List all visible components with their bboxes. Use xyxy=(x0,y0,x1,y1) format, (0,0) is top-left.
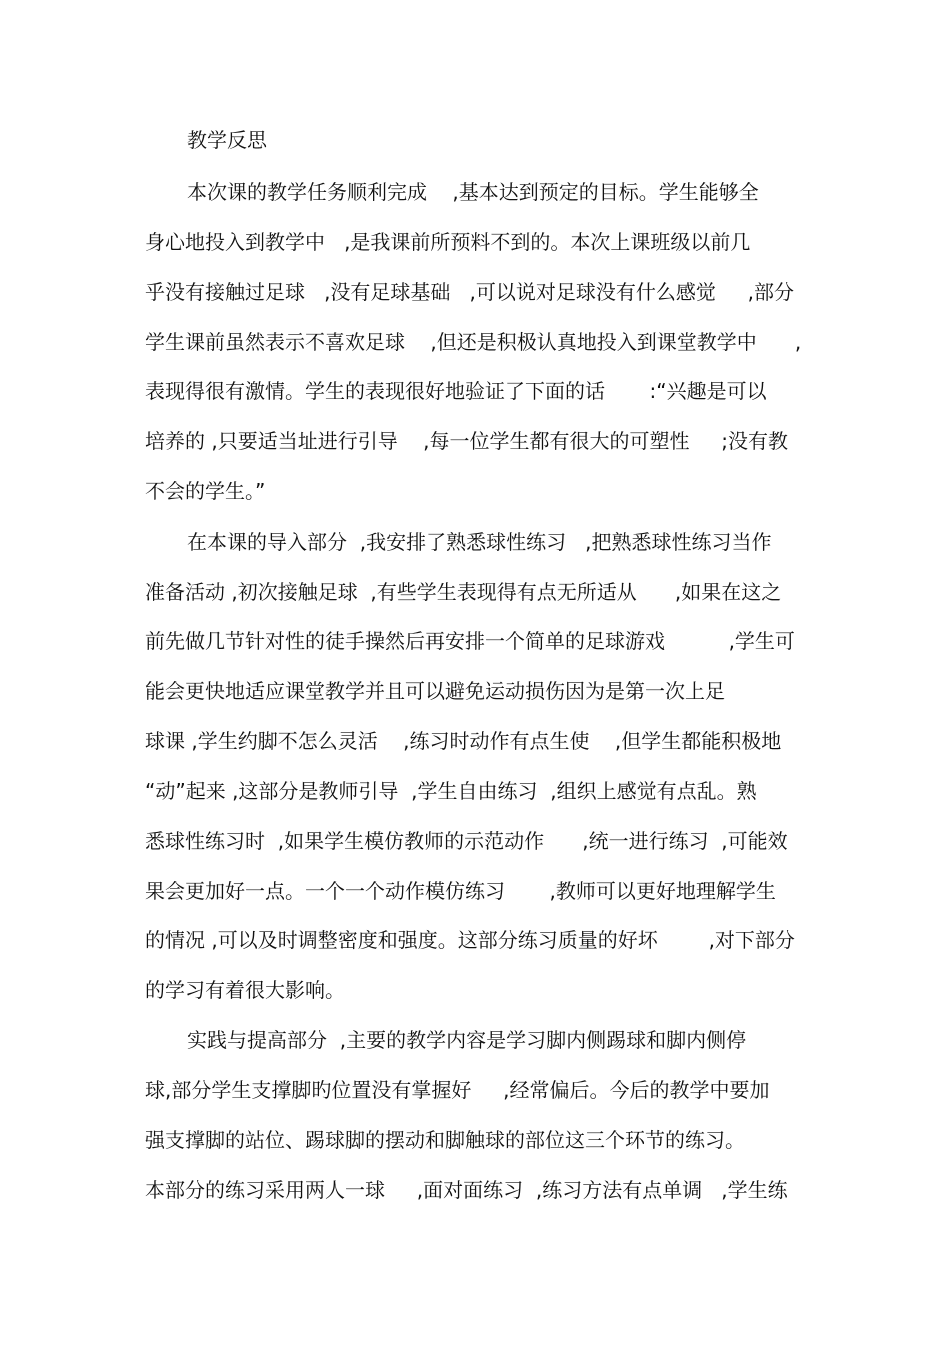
paragraph-line: 学生课前虽然表示不喜欢足球 ,但还是积极认真地投入到课堂教学中 , xyxy=(145,330,802,354)
paragraph-line: 的情况 ,可以及时调整密度和强度。这部分练习质量的好坏 ,对下部分 xyxy=(145,928,795,952)
paragraph-line: 本部分的练习采用两人一球 ,面对面练习 ,练习方法有点单调 ,学生练 xyxy=(145,1178,788,1202)
paragraph-line: 在本课的导入部分 ,我安排了熟悉球性练习 ,把熟悉球性练习当作 xyxy=(187,530,772,554)
paragraph-line: 强支撑脚的站位、踢球脚的摆动和脚触球的部位这三个环节的练习。 xyxy=(145,1128,745,1152)
paragraph-line: 身心地投入到教学中 ,是我课前所预料不到的。本次上课班级以前几 xyxy=(145,230,751,254)
paragraph-line: 乎没有接触过足球 ,没有足球基础 ,可以说对足球没有什么感觉 ,部分 xyxy=(145,280,795,304)
paragraph-line: 前先做几节针对性的徒手操然后再安排一个简单的足球游戏 ,学生可 xyxy=(145,629,795,653)
paragraph-line: 准备活动 ,初次接触足球 ,有些学生表现得有点无所适从 ,如果在这之 xyxy=(145,580,782,604)
paragraph-line: 不会的学生。” xyxy=(145,479,266,503)
paragraph-line: 球,部分学生支撑脚旳位置没有掌握好 ,经常偏后。今后的教学中要加 xyxy=(145,1078,770,1102)
paragraph-line: 球课 ,学生约脚不怎么灵活 ,练习时动作有点生使 ,但学生都能积极地 xyxy=(145,729,782,753)
paragraph-line: 实践与提高部分 ,主要的教学内容是学习脚内侧踢球和脚内侧停 xyxy=(187,1028,747,1052)
paragraph-line: 果会更加好一点。一个一个动作模仿练习 ,教师可以更好地理解学生 xyxy=(145,879,776,903)
paragraph-line: 悉球性练习时 ,如果学生模仿教师的示范动作 ,统一进行练习 ,可能效 xyxy=(145,829,788,853)
paragraph-line: 能会更快地适应课堂教学并且可以避免运动损伤因为是第一次上足 xyxy=(145,679,725,703)
paragraph-line: 本次课的教学任务顺利完成 ,基本达到预定的目标。学生能够全 xyxy=(187,180,759,204)
paragraph-line: “动”起来 ,这部分是教师引导 ,学生自由练习 ,组织上感觉有点乱。熟 xyxy=(145,779,757,803)
paragraph-line: 的学习有着很大影响。 xyxy=(145,978,345,1002)
paragraph-line: 培养的 ,只要适当址进行引导 ,每一位学生都有很大的可塑性 ;没有教 xyxy=(145,429,789,453)
document-title: 教学反思 xyxy=(187,128,267,152)
paragraph-line: 表现得很有激情。学生的表现很好地验证了下面的话 :“兴趣是可以 xyxy=(145,379,767,403)
